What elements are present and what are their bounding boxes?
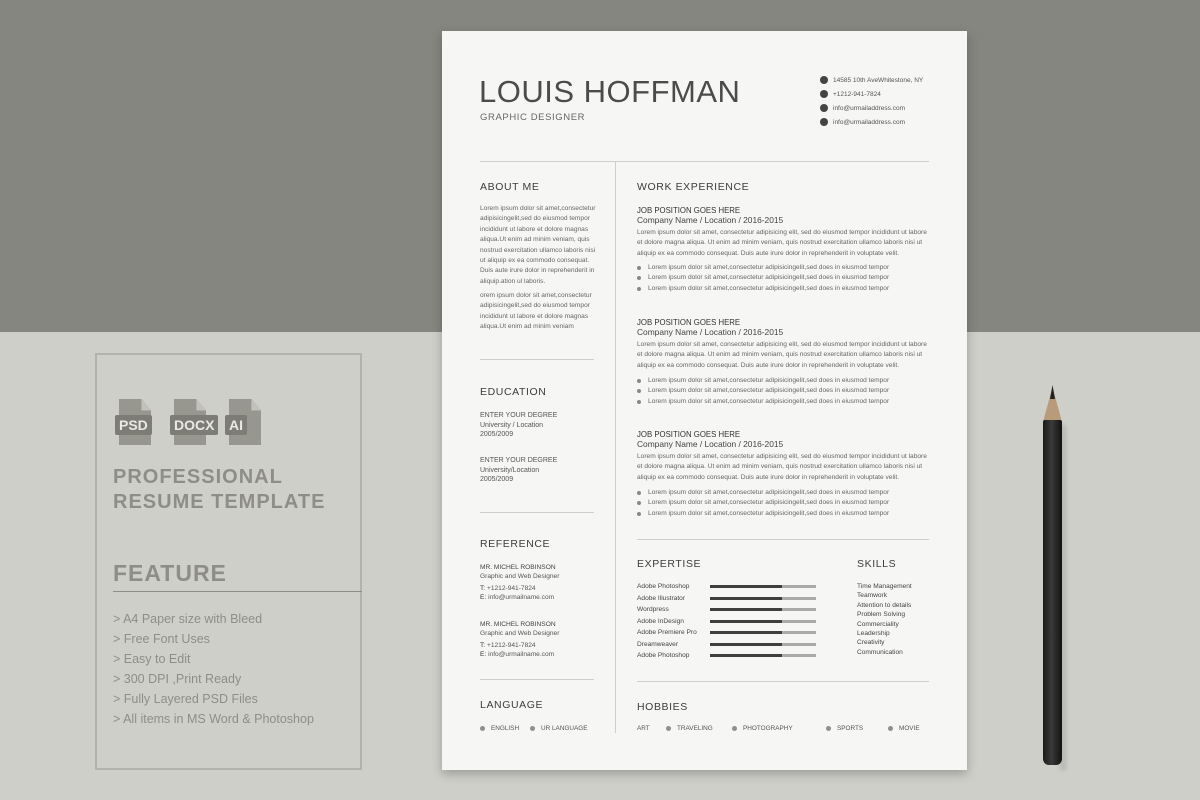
hobby-label: MOVIE (899, 725, 920, 732)
hobby-label: PHOTOGRAPHY (743, 725, 793, 732)
contact-phone (820, 87, 923, 101)
expertise-row (637, 604, 816, 615)
bullet-dot (826, 726, 831, 731)
job-bullet: Lorem ipsum dolor sit amet,consectetur adipisicingelit,sed does in eiusmod tempor (637, 273, 889, 283)
expertise-bar (710, 608, 816, 611)
expertise-bar (710, 654, 816, 657)
hobby-item (888, 725, 920, 732)
contact-web (820, 115, 923, 129)
expertise-label: Wordpress (637, 606, 669, 614)
job-bullet: Lorem ipsum dolor sit amet,consectetur adipisicingelit,sed does in eiusmod tempor (637, 397, 889, 407)
job-bullets (637, 263, 889, 294)
reference-phone-label: T: (480, 641, 486, 649)
education-item (480, 456, 557, 485)
skills-heading: SKILLS (857, 558, 897, 570)
job-bullets (637, 488, 889, 519)
expertise-bar (710, 620, 816, 623)
expertise-bar-fill (710, 654, 782, 657)
docx-file-icon (170, 399, 215, 445)
skill-item: Leadership (857, 630, 890, 637)
header-divider (480, 161, 929, 162)
education-degree: ENTER YOUR DEGREE (480, 457, 558, 464)
reference-title: Graphic and Web Designer (480, 630, 560, 638)
skill-item: Problem Solving (857, 611, 906, 619)
expertise-label: Adobe InDesign (637, 617, 684, 625)
resume-role: GRAPHIC DESIGNER (480, 112, 586, 123)
expertise-label: Adobe Premiere Pro (637, 629, 697, 637)
email-icon (820, 104, 828, 112)
reference-item (480, 620, 559, 660)
feature-list (113, 609, 314, 729)
reference-email-label: E: (480, 651, 487, 659)
job-bullets (637, 376, 889, 407)
skill-item: Teamwork (857, 592, 888, 600)
work-heading: WORK EXPERIENCE (637, 181, 750, 193)
location-pin-icon (820, 76, 828, 84)
docx-label: DOCX (170, 415, 218, 435)
ai-file-icon (225, 399, 265, 445)
expertise-label: Adobe Photoshop (637, 652, 690, 660)
job-bullet: Lorem ipsum dolor sit amet,consectetur adipisicingelit,sed does in eiusmod tempor (637, 386, 889, 396)
phone-icon (820, 90, 828, 98)
job-bullet: Lorem ipsum dolor sit amet,consectetur adipisicingelit,sed does in eiusmod tempor (637, 284, 889, 294)
language-label: ENGLISH (491, 725, 520, 732)
expertise-row (637, 593, 816, 604)
reference-item (480, 563, 559, 603)
bullet-dot (666, 726, 671, 731)
education-school: University/Location (480, 466, 540, 474)
feature-item: > All items in MS Word & Photoshop (113, 712, 314, 726)
expertise-bar-fill (710, 631, 782, 634)
reference-divider (480, 679, 594, 680)
skill-item: Creativity (857, 639, 885, 647)
hobby-item (637, 725, 650, 732)
bullet-dot (888, 726, 893, 731)
expertise-bar (710, 631, 816, 634)
feature-item: > 300 DPI ,Print Ready (113, 672, 242, 686)
feature-heading: FEATURE (113, 560, 227, 586)
expertise-row (637, 650, 816, 661)
bullet-dot (732, 726, 737, 731)
education-heading: EDUCATION (480, 386, 547, 398)
reference-phone-label: T: (480, 584, 486, 592)
expertise-bar (710, 597, 816, 600)
bullet-dot (480, 726, 485, 731)
about-paragraph-1: Lorem ipsum dolor sit amet,consectetur adipisicingelit,sed do eiusmod tempor incididunt ut labore et dolore magnas aliqua.Ut enim ad minim veniam, quis nostrud exercitation ullamco laboris nisi ut aliquip ex ea commodo consequat. Duis aute irure dolor in reprehenderit in aliquip.ation ul laboris. (480, 205, 596, 285)
language-heading: LANGUAGE (480, 699, 544, 711)
psd-file-icon (115, 399, 155, 445)
reference-heading: REFERENCE (480, 538, 551, 550)
hobby-label: ART (637, 725, 650, 732)
language-item (480, 725, 519, 732)
resume-paper (442, 31, 967, 770)
contact-email-text: info@urmailaddress.com (833, 104, 905, 112)
expertise-row (637, 627, 816, 638)
feature-divider (113, 591, 362, 592)
ai-label: AI (225, 415, 247, 435)
job-bullet: Lorem ipsum dolor sit amet,consectetur adipisicingelit,sed does in eiusmod tempor (637, 376, 889, 386)
hobby-label: TRAVELING (677, 725, 713, 732)
expertise-bar-fill (710, 620, 782, 623)
education-degree: ENTER YOUR DEGREE (480, 412, 558, 419)
file-icons (115, 399, 265, 445)
reference-email: info@urmailname.com (488, 651, 555, 659)
job-company: Company Name / Location / 2016-2015 (637, 439, 784, 449)
expertise-bar-fill (710, 608, 782, 611)
hobby-item (826, 725, 863, 732)
resume-name: LOUIS HOFFMAN (479, 74, 741, 109)
bullet-dot (530, 726, 535, 731)
expertise-heading: EXPERTISE (637, 558, 702, 570)
about-heading: ABOUT ME (480, 181, 540, 193)
skill-item: Communication (857, 648, 903, 656)
education-years: 2005/2009 (480, 431, 514, 439)
feature-card (95, 353, 362, 770)
expertise-bar (710, 585, 816, 588)
skill-item: Commerciality (857, 620, 899, 628)
hobby-item (732, 725, 793, 732)
job-title: JOB POSITION GOES HERE (637, 206, 741, 215)
expertise-bar-fill (710, 585, 782, 588)
about-paragraph-2: orem ipsum dolor sit amet,consectetur adipisicingelit,sed do eiusmod tempor incididunt ut labore et dolore magnas aliqua.Ut enim ad minim veniam (480, 292, 592, 331)
job-description: Lorem ipsum dolor sit amet, consectetur adipisicing elit, sed do eiusmod tempor incididunt ut labore et dolore magna aliqua. Ut enim ad minim veniam, quis nostrud exercitation ullamco laboris nisi ut aliquip ex ea commodo consequat. Duis aute irure dolor in reprehenderit in voluptate velit. (637, 229, 927, 257)
skill-item: Time Management (857, 583, 912, 590)
work-divider (637, 539, 929, 540)
contact-block (820, 73, 923, 129)
expertise-label: Dreamweaver (637, 640, 679, 648)
pencil (1043, 420, 1062, 765)
globe-icon (820, 118, 828, 126)
expertise-row (637, 581, 816, 592)
expertise-bar-fill (710, 597, 782, 600)
reference-name: MR. MICHEL ROBINSON (480, 621, 556, 628)
skill-item: Attention to details (857, 601, 912, 609)
job-bullet: Lorem ipsum dolor sit amet,consectetur adipisicingelit,sed does in eiusmod tempor (637, 498, 889, 508)
job-company: Company Name / Location / 2016-2015 (637, 327, 784, 337)
reference-title: Graphic and Web Designer (480, 573, 560, 581)
language-item (530, 725, 588, 732)
expertise-bar (710, 643, 816, 646)
job-title: JOB POSITION GOES HERE (637, 318, 741, 327)
expertise-row (637, 639, 816, 650)
contact-address-text: 14585 10th AveWhitestone, NY (833, 76, 924, 84)
feature-item: > A4 Paper size with Bleed (113, 612, 263, 626)
reference-name: MR. MICHEL ROBINSON (480, 564, 556, 571)
feature-item: > Free Font Uses (113, 632, 210, 646)
reference-email-label: E: (480, 594, 487, 602)
expertise-label: Adobe Photoshop (637, 583, 690, 591)
expertise-divider (637, 681, 929, 682)
expertise-row (637, 616, 816, 627)
feature-item: > Fully Layered PSD Files (113, 692, 258, 706)
language-label: UR LANGUAGE (541, 725, 588, 732)
reference-phone: +1212-941-7824 (486, 584, 536, 592)
psd-label: PSD (115, 415, 152, 435)
contact-email (820, 101, 923, 115)
expertise-bar-fill (710, 643, 782, 646)
hobby-item (666, 725, 713, 732)
contact-address (820, 73, 923, 87)
job-bullet: Lorem ipsum dolor sit amet,consectetur adipisicingelit,sed does in eiusmod tempor (637, 509, 889, 519)
hobby-label: SPORTS (837, 725, 864, 732)
job-description: Lorem ipsum dolor sit amet, consectetur adipisicing elit, sed do eiusmod tempor incididunt ut labore et dolore magna aliqua. Ut enim ad minim veniam, quis nostrud exercitation ullamco laboris nisi ut aliquip ex ea commodo consequat. Duis aute irure dolor in reprehenderit in voluptate velit. (637, 341, 927, 369)
job-company: Company Name / Location / 2016-2015 (637, 215, 784, 225)
reference-email: info@urmailname.com (488, 594, 555, 602)
education-divider (480, 512, 594, 513)
contact-web-text: info@urmailaddress.com (833, 118, 905, 126)
about-divider (480, 359, 594, 360)
hobbies-heading: HOBBIES (637, 701, 688, 713)
contact-phone-text: +1212-941-7824 (833, 90, 881, 98)
template-title: PROFESSIONAL RESUME TEMPLATE (113, 466, 326, 513)
reference-phone: +1212-941-7824 (486, 641, 536, 649)
job-title: JOB POSITION GOES HERE (637, 430, 741, 439)
job-bullet: Lorem ipsum dolor sit amet,consectetur adipisicingelit,sed does in eiusmod tempor (637, 263, 889, 273)
education-item (480, 411, 557, 440)
job-bullet: Lorem ipsum dolor sit amet,consectetur adipisicingelit,sed does in eiusmod tempor (637, 488, 889, 498)
feature-item: > Easy to Edit (113, 652, 191, 666)
job-description: Lorem ipsum dolor sit amet, consectetur adipisicing elit, sed do eiusmod tempor incididunt ut labore et dolore magna aliqua. Ut enim ad minim veniam, quis nostrud exercitation ullamco laboris nisi ut aliquip ex ea commodo consequat. Duis aute irure dolor in reprehenderit in voluptate velit. (637, 453, 927, 481)
expertise-label: Adobe Illustrator (637, 594, 686, 602)
column-divider (615, 161, 616, 733)
education-school: University / Location (480, 421, 544, 429)
education-years: 2005/2009 (480, 476, 514, 484)
